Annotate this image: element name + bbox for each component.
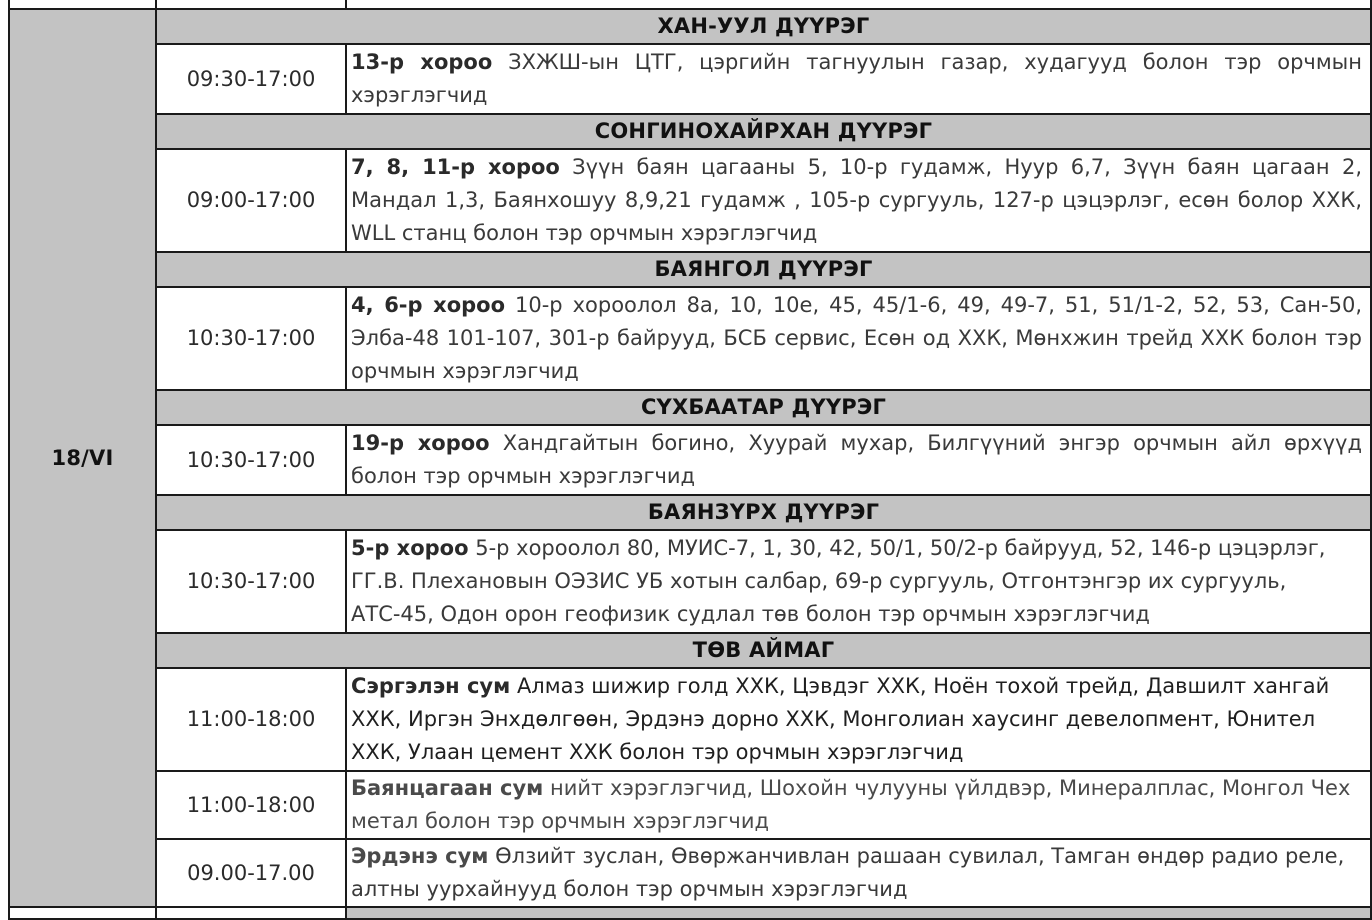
area-label: 5-р хороо [351, 536, 469, 560]
area-details: нийт хэрэглэгчид, Шохойн чулууны үйлдвэр, Минералплас, Монгол Чех метал болон тэр орчмын хэрэглэгчид [351, 776, 1351, 833]
schedule-row [9, 771, 1371, 839]
next-row-remnant [9, 907, 1371, 919]
time-cell: 10:30-17:00 [156, 425, 346, 495]
schedule-row [9, 530, 1371, 633]
area-details: Хандгайтын богино, Хуурай мухар, Билгүүний энгэр орчмын айл өрхүүд болон тэр орчмын хэрэглэгчид [351, 431, 1362, 488]
district-header-row [9, 633, 1371, 668]
district-header-row [9, 114, 1371, 149]
schedule-row [9, 668, 1371, 771]
area-details: ЗХЖШ-ын ЦТГ, цэргийн тагнуулын газар, худагууд болон тэр орчмын хэрэглэгчид [351, 50, 1362, 107]
area-details: Зүүн баян цагааны 5, 10-р гудамж, Нуур 6,7, Зүүн баян цагаан 2, Мандал 1,3, Баянхошуу 8,9,21 гудамж , 105-р сургууль, 127-р цэцэрлэг, есөн болор ХХК, WLL станц болон тэр орчмын хэрэглэгчид [351, 155, 1362, 245]
area-label: 13-р хороо [351, 50, 493, 74]
area-details: 10-р хороолол 8а, 10, 10е, 45, 45/1-6, 49, 49-7, 51, 51/1-2, 52, 53, Сан-50, Элба-48 101-107, 301-р байрууд, БСБ сервис, Есөн од ХХК, Мөнхжин трейд ХХК болон тэр орчмын хэрэглэгчид [351, 293, 1362, 383]
area-label: 7, 8, 11-р хороо [351, 155, 560, 179]
area-label: Сэргэлэн сум [351, 674, 511, 698]
time-cell: 09.00-17.00 [156, 839, 346, 907]
description-cell [346, 287, 1371, 390]
previous-row-remnant [9, 0, 1371, 9]
schedule-row [9, 44, 1371, 114]
time-cell: 10:30-17:00 [156, 530, 346, 633]
description-cell [346, 668, 1371, 771]
district-title: БАЯНГОЛ ДҮҮРЭГ [156, 252, 1371, 287]
description-cell [346, 771, 1371, 839]
schedule-row [9, 149, 1371, 252]
description-cell [346, 839, 1371, 907]
district-title: СОНГИНОХАЙРХАН ДҮҮРЭГ [156, 114, 1371, 149]
schedule-row [9, 287, 1371, 390]
area-details: Алмаз шижир голд ХХК, Цэвдэг ХХК, Ноён тохой трейд, Давшилт хангай ХХК, Иргэн Энхдөлгөөн, Эрдэнэ дорно ХХК, Монголиан хаусинг девелопмент, Юнител ХХК, Улаан цемент ХХК болон тэр орчмын хэрэглэгчид [351, 674, 1330, 764]
outage-schedule-table [8, 0, 1372, 920]
time-cell: 09:00-17:00 [156, 149, 346, 252]
district-title: ТӨВ АЙМАГ [156, 633, 1371, 668]
time-cell: 11:00-18:00 [156, 668, 346, 771]
area-details: Өлзийт зуслан, Өвөржанчивлан рашаан сувилал, Тамган өндөр радио реле, алтны уурхайнууд болон тэр орчмын хэрэглэгчид [351, 844, 1345, 901]
description-cell [346, 530, 1371, 633]
district-title: СҮХБААТАР ДҮҮРЭГ [156, 390, 1371, 425]
district-title: ХАН-УУЛ ДҮҮРЭГ [156, 9, 1371, 44]
date-cell: 18/VI [9, 9, 156, 907]
description-cell [346, 425, 1371, 495]
district-header-row [9, 495, 1371, 530]
area-details: 5-р хороолол 80, МУИС-7, 1, 30, 42, 50/1, 50/2-р байрууд, 52, 146-р цэцэрлэг, ГГ.В. Плехановын ОЭЗИС УБ хотын салбар, 69-р сургууль, Отгонтэнгэр их сургууль, АТС-45, Одон орон геофизик судлал төв болон тэр орчмын хэрэглэгчид [351, 536, 1326, 626]
time-cell: 09:30-17:00 [156, 44, 346, 114]
time-cell: 11:00-18:00 [156, 771, 346, 839]
area-label: Эрдэнэ сум [351, 844, 489, 868]
time-cell: 10:30-17:00 [156, 287, 346, 390]
area-label: 19-р хороо [351, 431, 490, 455]
area-label: Баянцагаан сум [351, 776, 544, 800]
description-cell [346, 149, 1371, 252]
schedule-row [9, 839, 1371, 907]
schedule-row [9, 425, 1371, 495]
area-label: 4, 6-р хороо [351, 293, 506, 317]
district-header-row [9, 252, 1371, 287]
description-cell [346, 44, 1371, 114]
district-header-row [9, 390, 1371, 425]
district-title: БАЯНЗҮРХ ДҮҮРЭГ [156, 495, 1371, 530]
district-header-row [9, 9, 1371, 44]
